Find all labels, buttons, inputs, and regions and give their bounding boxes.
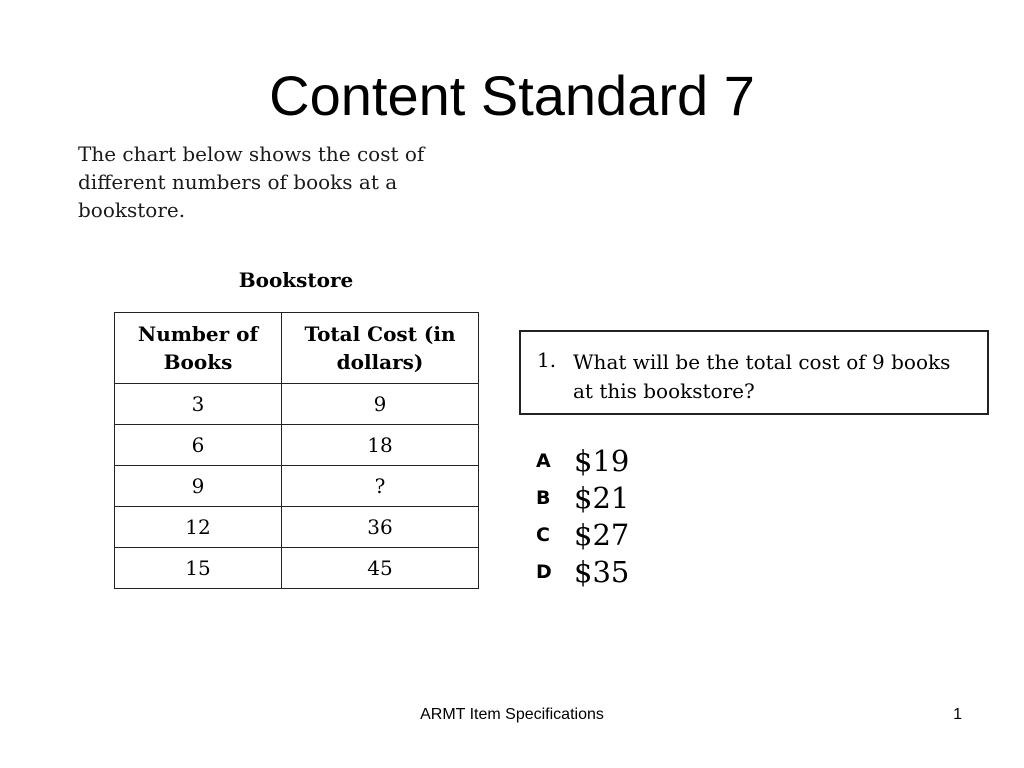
- cost-cell: 9: [282, 384, 479, 425]
- choice-letter: A: [536, 449, 551, 472]
- question-number: 1.: [537, 348, 557, 372]
- answer-choices: [536, 442, 629, 590]
- books-cell: 9: [115, 466, 282, 507]
- bookstore-table: [114, 312, 479, 589]
- footer-text: ARMT Item Specifications: [420, 706, 604, 723]
- books-cell: 12: [115, 507, 282, 548]
- books-cell: 15: [115, 548, 282, 589]
- question-box: [519, 330, 989, 415]
- cost-cell: 18: [282, 425, 479, 466]
- slide-title: Content Standard 7: [269, 64, 755, 127]
- intro-text: The chart below shows the cost of different numbers of books at a bookstore.: [78, 142, 425, 222]
- choice-letter: B: [536, 486, 551, 509]
- choice-letter: C: [536, 523, 550, 546]
- header-label: Total Cost (in dollars): [304, 322, 456, 374]
- header-label: Number of Books: [137, 322, 259, 374]
- choice-c[interactable]: [536, 516, 629, 553]
- choice-b[interactable]: [536, 479, 629, 516]
- cost-cell: ?: [282, 466, 479, 507]
- choice-letter: D: [536, 560, 552, 583]
- books-cell: 6: [115, 425, 282, 466]
- choice-value: $19: [574, 443, 630, 478]
- table-caption: Bookstore: [238, 268, 354, 292]
- choice-value: $21: [574, 480, 630, 515]
- header-number-of-books: [115, 313, 282, 384]
- table-row: [115, 507, 479, 548]
- choice-value: $27: [574, 517, 630, 552]
- table-header-row: [115, 313, 479, 384]
- cost-cell: 45: [282, 548, 479, 589]
- header-total-cost: [282, 313, 479, 384]
- slide-number: 1: [953, 706, 962, 723]
- table-row: [115, 425, 479, 466]
- cost-cell: 36: [282, 507, 479, 548]
- books-cell: 3: [115, 384, 282, 425]
- choice-a[interactable]: [536, 442, 629, 479]
- table-row: [115, 384, 479, 425]
- choice-value: $35: [574, 554, 630, 589]
- table-row: [115, 548, 479, 589]
- table-row: [115, 466, 479, 507]
- question-text: What will be the total cost of 9 books at this bookstore?: [573, 350, 951, 403]
- choice-d[interactable]: [536, 553, 629, 590]
